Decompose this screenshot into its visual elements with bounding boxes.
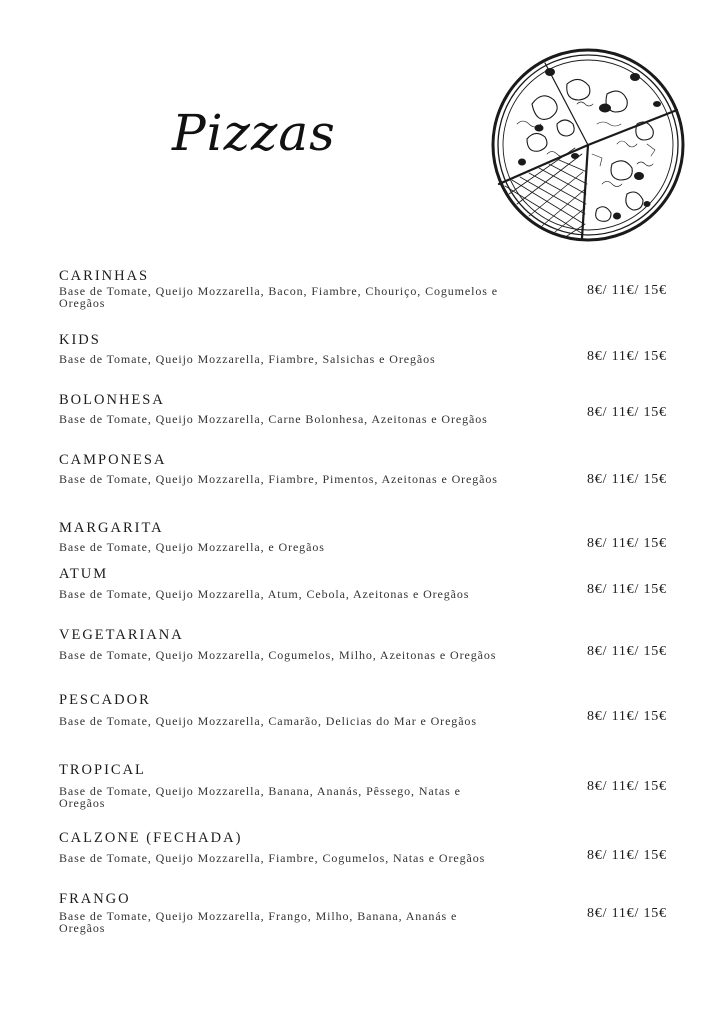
item-name: TROPICAL [59, 762, 146, 778]
menu-item-margarita [59, 520, 699, 553]
item-description: Base de Tomate, Queijo Mozzarella, Fiambre, Salsichas e Oregãos [59, 352, 436, 366]
item-description: Base de Tomate, Queijo Mozzarella, Carne Bolonhesa, Azeitonas e Oregãos [59, 412, 488, 426]
menu-item-frango [59, 891, 699, 934]
item-description: Base de Tomate, Queijo Mozzarella, Frango, Milho, Banana, Ananás e Oregãos [59, 909, 458, 935]
menu-item-calzone [59, 830, 699, 864]
menu-item-carinhas [59, 268, 699, 309]
item-description: Base de Tomate, Queijo Mozzarella, Cogumelos, Milho, Azeitonas e Oregãos [59, 648, 497, 662]
item-name: VEGETARIANA [59, 627, 184, 643]
pizza-sketch-icon [487, 44, 689, 246]
menu-item-tropical [59, 762, 699, 809]
item-name: CARINHAS [59, 268, 150, 284]
menu-item-atum [59, 566, 699, 600]
item-price: 8€/ 11€/ 15€ [587, 779, 667, 794]
item-price: 8€/ 11€/ 15€ [587, 405, 667, 420]
item-description: Base de Tomate, Queijo Mozzarella, Fiambre, Pimentos, Azeitonas e Oregãos [59, 472, 498, 486]
item-price: 8€/ 11€/ 15€ [587, 536, 667, 551]
menu-item-kids [59, 332, 699, 365]
item-name: PESCADOR [59, 692, 151, 708]
item-name: ATUM [59, 566, 109, 582]
item-description: Base de Tomate, Queijo Mozzarella, Camarão, Delicias do Mar e Oregãos [59, 714, 477, 728]
item-name: BOLONHESA [59, 392, 165, 408]
item-name: CALZONE (FECHADA) [59, 830, 243, 846]
item-price: 8€/ 11€/ 15€ [587, 906, 667, 921]
item-name: FRANGO [59, 891, 131, 907]
item-name: KIDS [59, 332, 101, 348]
page-title: Pizzas [172, 104, 336, 162]
menu-item-pescador [59, 692, 699, 727]
item-price: 8€/ 11€/ 15€ [587, 644, 667, 659]
item-price: 8€/ 11€/ 15€ [587, 582, 667, 597]
menu-item-bolonhesa [59, 392, 699, 425]
item-price: 8€/ 11€/ 15€ [587, 472, 667, 487]
item-description: Base de Tomate, Queijo Mozzarella, Bacon, Fiambre, Chouriço, Cogumelos e Oregãos [59, 284, 498, 310]
menu-item-camponesa [59, 452, 699, 485]
item-name: MARGARITA [59, 520, 164, 536]
item-description: Base de Tomate, Queijo Mozzarella, Banana, Ananás, Pêssego, Natas e Oregãos [59, 784, 461, 810]
item-price: 8€/ 11€/ 15€ [587, 283, 667, 298]
item-description: Base de Tomate, Queijo Mozzarella, e Oregãos [59, 540, 325, 554]
item-description: Base de Tomate, Queijo Mozzarella, Atum, Cebola, Azeitonas e Oregãos [59, 587, 470, 601]
item-description: Base de Tomate, Queijo Mozzarella, Fiambre, Cogumelos, Natas e Oregãos [59, 851, 486, 865]
item-name: CAMPONESA [59, 452, 167, 468]
item-price: 8€/ 11€/ 15€ [587, 848, 667, 863]
item-price: 8€/ 11€/ 15€ [587, 349, 667, 364]
menu-item-vegetariana [59, 627, 699, 661]
item-price: 8€/ 11€/ 15€ [587, 709, 667, 724]
